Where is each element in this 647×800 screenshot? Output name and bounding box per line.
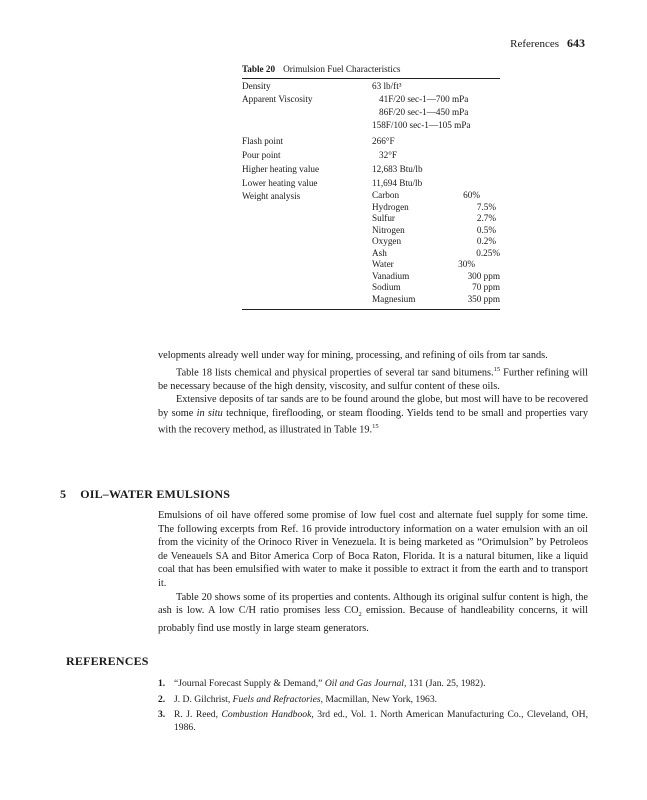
running-head [510,36,585,51]
references-list [158,678,588,737]
weight-item [242,259,500,271]
weight-item [242,236,500,248]
weight-item-name: Carbon [372,190,400,200]
text-run: Table 18 lists chemical and physical properties of several tar sand bitumens. [176,367,494,379]
weight-item-value: 70 ppm [472,282,500,292]
table-row-density [242,79,500,93]
reference-item [158,709,588,734]
text-run: “Journal Forecast Supply & Demand,” [174,678,325,689]
text-run: J. D. Gilchrist, [174,693,233,705]
paragraph [158,393,588,437]
subscript: 2 [358,611,362,619]
prop-label: Lower heating value [242,178,318,188]
table-row-pour-point [242,148,500,162]
weight-item [242,248,500,260]
text-run: Table 20 shows some of its properties and contents. Although its original sulfur content is high, the ash is low. A low C/H ratio promises less CO [158,591,588,617]
section-5-text [158,509,588,635]
text-run: emission. Because of handleability concerns, it will probably find use mostly in large steam generators. [158,605,588,634]
prop-label: Weight analysis [242,191,301,201]
weight-item-value: 2.7% [476,213,496,223]
table-row-viscosity [242,93,500,134]
weight-analysis-list [242,190,500,305]
paragraph: velopments already well under way for mining, processing, and refining of oils from tar sands. [158,350,548,361]
citation-superscript: 15 [493,365,501,373]
weight-item-value: 30% [458,259,475,269]
weight-item-name: Water [372,259,394,269]
viscosity-line: 41F/20 sec-1—700 mPa [379,94,469,104]
text-run: technique, fireflooding, or steam flooding. Yields tend to be small and properties vary with the recovery method, as illustrated in Table 19. [158,407,588,436]
weight-item [242,225,500,237]
italic-title: Combustion Handbook, [221,709,314,720]
reference-number: 3. [158,709,166,720]
weight-item-value: 0.5% [476,224,496,235]
weight-item-name: Ash [372,247,387,258]
italic-term: in situ [196,407,223,419]
italic-title: Oil and Gas Journal, [324,678,407,689]
running-head-title: References [510,38,559,50]
weight-item-value: 350 ppm [467,293,500,304]
table-caption [242,64,500,74]
table-row-lhv [242,176,500,190]
references-heading: REFERENCES [66,654,149,668]
viscosity-line: 158F/100 sec-1—105 mPa [372,120,471,130]
weight-item-name: Oxygen [372,236,402,246]
prop-label: Density [242,81,271,91]
page-number: 643 [567,36,585,50]
weight-item [242,282,500,294]
table-bottom-rule [242,309,500,310]
weight-item-value: 0.25% [476,247,500,258]
weight-item [242,213,500,225]
weight-item-value: 60% [463,190,480,200]
text-run: R. J. Reed, [174,709,222,720]
text-run: Extensive deposits of tar sands are to be found around the globe, but most will have to be recovered by some [158,394,588,419]
table-label: Table 20 [242,64,276,74]
prop-label: Higher heating value [242,164,320,174]
prop-value: 266°F [372,136,395,146]
section-number: 5 [60,487,67,501]
prop-value: 32°F [379,150,397,160]
weight-item-name: Vanadium [372,270,410,281]
prop-label: Apparent Viscosity [242,94,313,104]
reference-item [158,678,588,691]
table-title: Orimulsion Fuel Characteristics [283,64,401,74]
text-run: Further refining will be necessary because of the high density, viscosity, and sulfur content of these oils. [158,367,588,392]
weight-item-name: Sulfur [372,213,395,223]
viscosity-line: 86F/20 sec-1—450 mPa [379,107,469,117]
reference-number: 2. [158,693,166,705]
weight-item [242,202,500,214]
paragraph [158,363,588,394]
section-heading [60,487,230,502]
weight-item [242,190,500,202]
table-20 [242,64,500,310]
weight-item [242,294,500,306]
text-run: 3rd ed., Vol. 1. North American Manufacturing Co., Cleveland, OH, 1986. [174,709,588,733]
table-row-flash-point [242,134,500,148]
weight-item [242,271,500,283]
section-title: OIL–WATER EMULSIONS [80,487,231,501]
weight-item-value: 300 ppm [467,270,500,281]
prop-value: 12,683 Btu/lb [372,164,423,174]
prop-label: Pour point [242,150,281,160]
weight-item-value: 7.5% [476,201,496,212]
reference-item [158,694,588,707]
prop-label: Flash point [242,136,284,146]
citation-superscript: 15 [372,423,379,431]
text-run: 131 (Jan. 25, 1982). [406,678,486,689]
intro-text [158,349,588,437]
table-row-hhv [242,162,500,176]
weight-item-name: Sodium [372,282,401,292]
prop-value: 11,694 Btu/lb [372,178,423,188]
weight-item-name: Nitrogen [372,224,405,235]
paragraph: Emulsions of oil have offered some promise of low fuel cost and alternate fuel supply for some time. The following excerpts from Ref. 16 provide introductory information on a water emulsion with an oil from the vicinity of the Orinoco River in Venezuela. It is being marketed as “Orimulsion” by Petroleos de Veneauels SA and Bitor America Corp of Boca Raton, Florida. It is a natural bitumen, like a liquid coal that has been emulsified with water to make it possible to extract it from the earth and to transport it. [158,510,588,589]
paragraph [158,591,588,636]
prop-value: 63 lb/ft³ [372,81,402,91]
weight-item-value: 0.2% [476,236,496,246]
weight-item-name: Magnesium [372,293,416,304]
weight-item-name: Hydrogen [372,201,409,212]
text-run: Macmillan, New York, 1963. [322,693,438,705]
reference-number: 1. [158,678,166,689]
italic-title: Fuels and Refractories, [232,693,323,705]
